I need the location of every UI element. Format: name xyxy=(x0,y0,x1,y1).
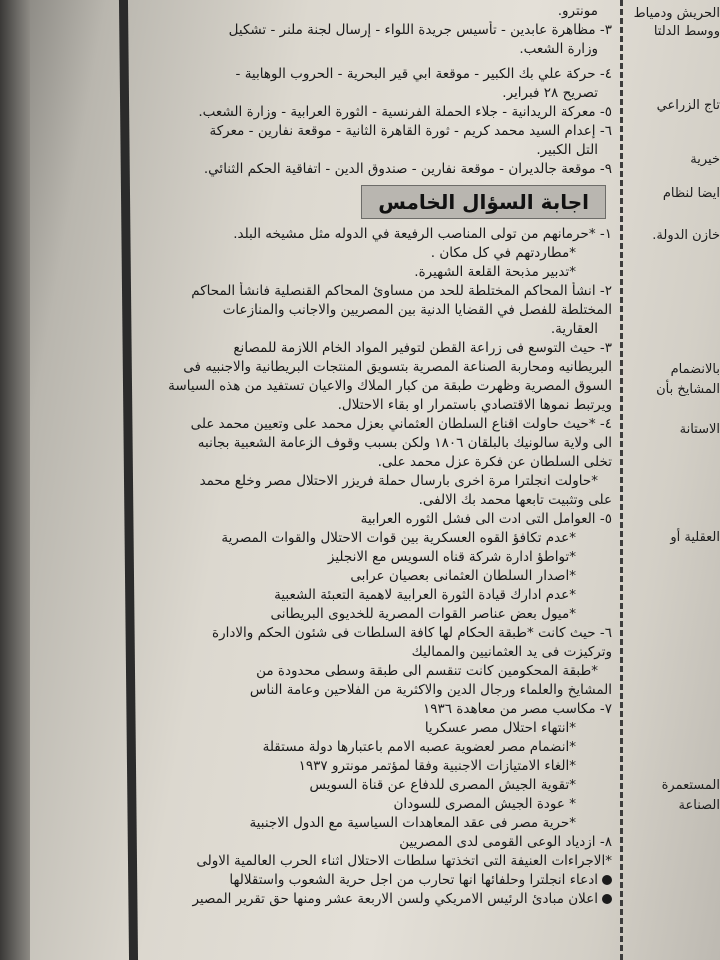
page-edge-shadow xyxy=(0,0,30,960)
fragment-text: المشايخ بأن xyxy=(656,382,720,397)
fragment-text: العقلية أو xyxy=(670,530,720,545)
text-line: ٣- مظاهرة عابدين - تأسيس جريدة اللواء - إرسال لجنة ملنر - تشكيل xyxy=(228,22,612,38)
fragment-text: المستعمرة xyxy=(661,778,720,793)
answer-line: تخلى السلطان عن فكرة عزل محمد على. xyxy=(377,454,612,470)
answer-line: المشايخ والعلماء ورجال الدين والاكثرية من الفلاحين وعامة الناس xyxy=(249,682,612,698)
answer-line: *عدم ادارك قيادة الثورة العرابية لاهمية التعبئة الشعبية xyxy=(274,587,576,603)
answer-line xyxy=(140,890,612,909)
text-line: ٦- إعدام السيد محمد كريم - ثورة القاهرة الثانية - موقعة نفارين - معركة xyxy=(209,123,612,139)
answer-line: * عودة الجيش المصرى للسودان xyxy=(393,796,576,812)
answer-line: السوق المصرية وظهرت طبقة من كبار الملاك والاعيان تستفيد من هذه السياسة xyxy=(168,378,612,394)
answer-line xyxy=(140,871,612,890)
answer-line: ٣- حيث التوسع فى زراعة القطن لتوفير المواد الخام اللازمة للمصانع xyxy=(233,340,612,356)
fragment-text: الاستانة xyxy=(679,422,720,437)
fragment-text: بالانضمام xyxy=(670,362,720,377)
answer-line: ويرتبط نموها الاقتصادي باستمرار او بقاء الاحتلال. xyxy=(337,397,612,413)
text-line: ٤- حركة علي بك الكبير - موقعة ابي قير البحرية - الحروب الوهابية - xyxy=(235,66,612,82)
fragment-text: ووسط الدلتا xyxy=(653,24,720,39)
answer-line: *مطاردتهم في كل مكان . xyxy=(430,245,576,261)
answer-line: *تقوية الجيش المصرى للدفاع عن قناة السويس xyxy=(309,777,576,793)
answer-line: ٢- انشأ المحاكم المختلطة للحد من مساوئ المحاكم القنصلية فانشأ المحاكم xyxy=(191,283,612,299)
answer-line: المختلطة للفصل في القضايا الدنية بين المصريين والاجانب والمنازعات xyxy=(222,302,612,318)
answer-line: *طبقة المحكومين كانت تنقسم الى طبقة وسطى محدودة من xyxy=(256,663,598,679)
fragment-text: الحريش ودمياط xyxy=(633,6,720,21)
text-line: التل الكبير. xyxy=(536,142,598,158)
column-divider-dashed xyxy=(620,0,623,960)
answer-line-text: اعلان مبادئ الرئيس الامريكي ولسن الاربعة عشر ومنها حق تقرير المصير xyxy=(192,891,598,907)
answer-line: ١- *حرمانهم من تولى المناصب الرفيعة في الدوله مثل مشيخه البلد. xyxy=(233,226,612,242)
answer-line: *حاولت انجلترا مرة اخرى بارسال حملة فريزر الاحتلال مصر وخلع محمد xyxy=(199,473,598,489)
answer-line: *تواطؤ ادارة شركة قناه السويس مع الانجليز xyxy=(327,549,576,565)
answer-line: *الاجراءات العنيفة التى اتخذتها سلطات الاحتلال اثناء الحرب العالمية الاولى xyxy=(196,853,612,869)
bullet-dot-icon xyxy=(602,894,612,904)
text-line: تصريح ٢٨ فبراير. xyxy=(502,85,598,101)
bullet-dot-icon xyxy=(602,875,612,885)
answer-line: على وتثبيت تابعها محمد بك الالفى. xyxy=(418,492,612,508)
answer-line: *ميول بعض عناصر القوات المصرية للخديوى البريطانى xyxy=(270,606,576,622)
fragment-text: خيرية xyxy=(690,152,720,167)
adjacent-column-fragments xyxy=(628,0,720,960)
answer-line: البريطانيه ومحاربة الصناعة المصرية بتسويق المنتجات البريطانية والاجنبيه فى xyxy=(183,359,612,375)
fragment-text: الصناعة xyxy=(678,798,720,813)
answer-line: *اصدار السلطان العثمانى بعصيان عرابى xyxy=(350,568,576,584)
section-heading: اجابة السؤال الخامس xyxy=(361,185,606,219)
answer-line: *انضمام مصر لعضوية عصبه الامم باعتبارها دولة مستقلة xyxy=(262,739,576,755)
answer-line: ٥- العوامل التى ادت الى فشل الثوره العرابية xyxy=(360,511,612,527)
answer-line: الى ولاية سالونيك بالبلقان ١٨٠٦ ولكن بسبب وقوف الزعامة الشعبية بجانبه xyxy=(197,435,612,451)
answer-line: *انتهاء احتلال مصر عسكريا xyxy=(424,720,576,736)
answer-line: *حرية مصر فى عقد المعاهدات السياسية مع الدول الاجنبية xyxy=(249,815,576,831)
main-article-column xyxy=(140,0,612,960)
answer-line: ٧- مكاسب مصر من معاهدة ١٩٣٦ xyxy=(422,701,612,717)
answer-line: *الغاء الامتيازات الاجنبية وفقا لمؤتمر مونترو ١٩٣٧ xyxy=(298,758,576,774)
answer-line: ٦- حيث كانت *طبقة الحكام لها كافة السلطات فى شئون الحكم والادارة xyxy=(212,625,612,641)
answer-line: ٨- ازدياد الوعى القومى لدى المصريين xyxy=(399,834,612,850)
text-line: مونترو. xyxy=(557,3,598,19)
answer-line: وتركيزت فى يد العثمانيين والمماليك xyxy=(411,644,612,660)
answer-line-text: ادعاء انجلترا وحلفائها انها تحارب من اجل حرية الشعوب واستقلالها xyxy=(229,872,598,888)
text-line: ٩- موقعة جالديران - موقعة نفارين - صندوق الدين - اتفاقية الحكم الثنائي. xyxy=(203,161,612,177)
fragment-text: خازن الدولة. xyxy=(652,228,720,243)
fragment-text: ايضا لنظام xyxy=(662,186,720,201)
text-line: وزارة الشعب. xyxy=(519,41,598,57)
fragment-text: تاج الزراعي xyxy=(656,98,720,113)
answer-line: *عدم تكافؤ القوه العسكرية بين قوات الاحتلال والقوات المصرية xyxy=(221,530,576,546)
answer-line: ٤- *حيث حاولت اقناع السلطان العثماني بعزل محمد على وتعيين محمد على xyxy=(190,416,612,432)
answer-line: العقارية. xyxy=(550,321,598,337)
answer-line: *تدبير مذبحة القلعة الشهيرة. xyxy=(414,264,576,280)
text-line: ٥- معركة الريدانية - جلاء الحملة الفرنسية - الثورة العرابية - وزارة الشعب. xyxy=(198,104,612,120)
